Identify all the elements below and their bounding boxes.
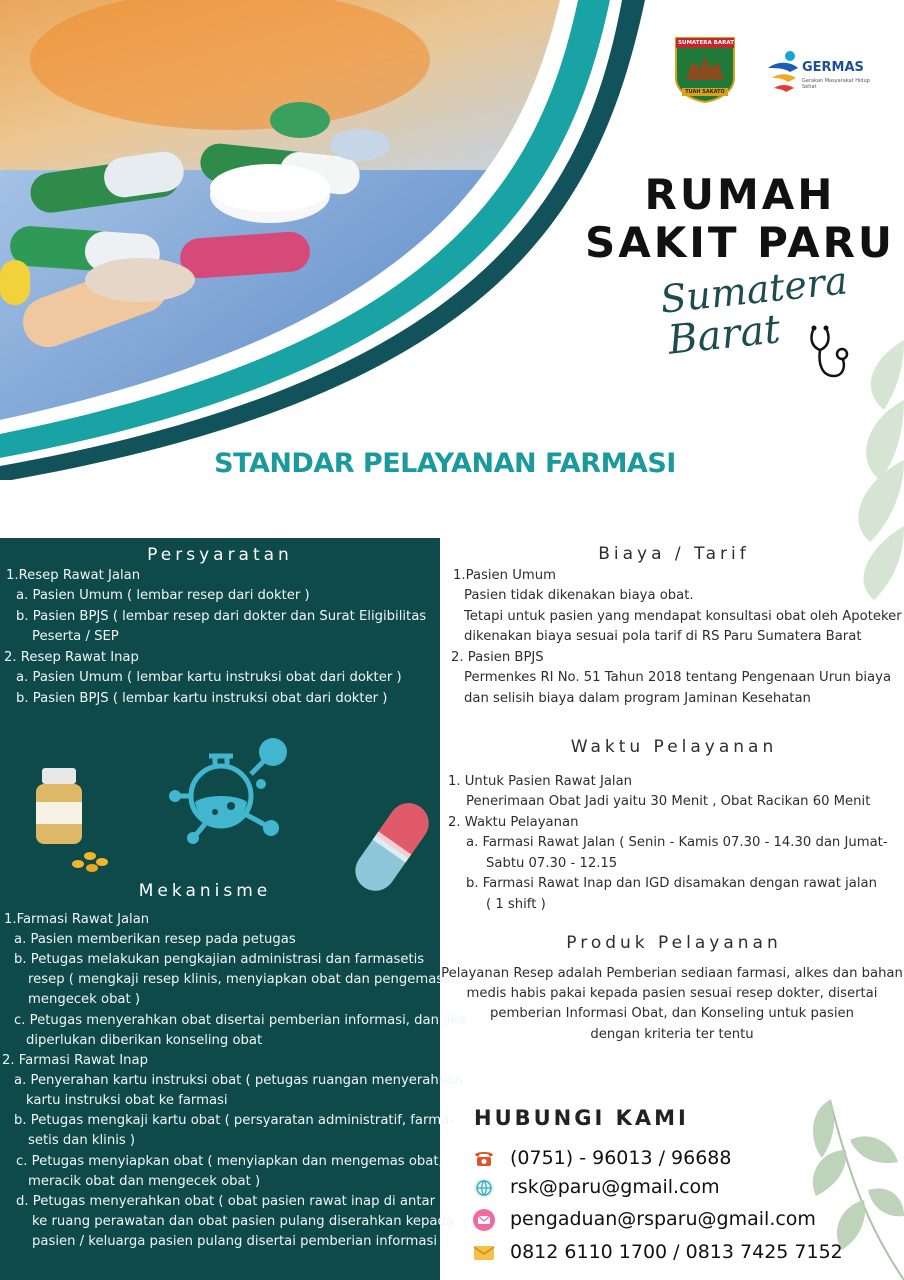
left-panel bbox=[0, 538, 466, 1280]
produk-line: dengan kriteria ter tentu bbox=[590, 1027, 754, 1042]
produk-line: medis habis pakai kepada pasien sesuai resep dokter, disertai bbox=[466, 986, 878, 1001]
waktu-line: b. Farmasi Rawat Inap dan IGD disamakan dengan rawat jalan bbox=[466, 876, 877, 891]
mail-icon bbox=[472, 1208, 496, 1232]
biaya-line: dikenakan biaya sesuai pola tarif di RS Paru Sumatera Barat bbox=[464, 629, 862, 644]
mekanisme-line: ke ruang perawatan dan obat pasien pulang diserahkan kepada bbox=[32, 1214, 454, 1229]
mekanisme-line: meracik obat dan mengecek obat ) bbox=[28, 1174, 261, 1189]
contact-phone[interactable]: (0751) - 96013 / 96688 bbox=[510, 1147, 732, 1169]
germas-figure-icon bbox=[764, 48, 804, 96]
mekanisme-line: pasien / keluarga pasien pulang disertai pemberian informasi bbox=[32, 1234, 438, 1249]
mekanisme-line: kartu instruksi obat ke farmasi bbox=[26, 1093, 228, 1108]
mekanisme-line: mengecek obat ) bbox=[28, 992, 141, 1007]
produk-heading: Produk Pelayanan bbox=[566, 933, 782, 953]
persyaratan-line: b. Pasien BPJS ( lembar resep dari dokter dan Surat Eligibilitas bbox=[16, 609, 427, 624]
contact-email-2[interactable]: pengaduan@rsparu@gmail.com bbox=[510, 1208, 816, 1230]
phone-icon bbox=[472, 1146, 496, 1170]
leaf-decoration-icon bbox=[800, 330, 904, 630]
medicine-bottle-icon bbox=[30, 764, 120, 874]
biaya-line: 1.Pasien Umum bbox=[453, 568, 556, 583]
persyaratan-line: a. Pasien Umum ( lembar kartu instruksi obat dari dokter ) bbox=[16, 670, 402, 685]
standard-title: STANDAR PELAYANAN FARMASI bbox=[214, 448, 676, 479]
produk-line: pemberian Informasi Obat, dan Konseling untuk pasien bbox=[490, 1006, 854, 1021]
hospital-title-line2: SAKIT PARU bbox=[584, 218, 896, 267]
mekanisme-line: diperlukan diberikan konseling obat bbox=[26, 1033, 263, 1048]
mekanisme-line: b. Petugas mengkaji kartu obat ( persyaratan administratif, farma- bbox=[14, 1113, 454, 1128]
biaya-heading: Biaya / Tarif bbox=[598, 544, 750, 564]
biaya-line: Permenkes RI No. 51 Tahun 2018 tentang Pengenaan Urun biaya bbox=[464, 670, 892, 685]
persyaratan-line: 1.Resep Rawat Jalan bbox=[6, 568, 141, 583]
sumbar-logo-bottom-text: TUAH SAKATO bbox=[685, 89, 725, 95]
mekanisme-line: a. Penyerahan kartu instruksi obat ( petugas ruangan menyerahkan bbox=[14, 1073, 463, 1088]
mekanisme-line: b. Petugas melakukan pengkajian administrasi dan farmasetis bbox=[14, 952, 425, 967]
persyaratan-line: b. Pasien BPJS ( lembar kartu instruksi obat dari dokter ) bbox=[16, 691, 388, 706]
germas-subtitle: Gerakan Masyarakat Hidup Sehat bbox=[802, 78, 870, 90]
hospital-title-line1: RUMAH bbox=[644, 170, 836, 219]
waktu-line: Penerimaan Obat Jadi yaitu 30 Menit , Obat Racikan 60 Menit bbox=[466, 794, 871, 809]
sumbar-logo bbox=[672, 34, 738, 104]
waktu-line: Sabtu 07.30 - 12.15 bbox=[486, 856, 618, 871]
flask-molecule-icon bbox=[165, 734, 295, 844]
waktu-line: 1. Untuk Pasien Rawat Jalan bbox=[448, 774, 633, 789]
mekanisme-line: c. Petugas menyerahkan obat disertai pemberian informasi, dan jika bbox=[14, 1013, 466, 1028]
waktu-line: 2. Waktu Pelayanan bbox=[448, 815, 579, 830]
waktu-line: ( 1 shift ) bbox=[486, 897, 546, 912]
mekanisme-line: c. Petugas menyiapkan obat ( menyiapkan dan mengemas obat, bbox=[16, 1154, 443, 1169]
persyaratan-line: a. Pasien Umum ( lembar resep dari dokter ) bbox=[16, 588, 310, 603]
biaya-line: dan selisih biaya dalam program Jaminan Kesehatan bbox=[464, 691, 811, 706]
script-barat: Barat bbox=[665, 306, 783, 364]
persyaratan-heading: Persyaratan bbox=[147, 545, 293, 565]
sumbar-logo-top-text: SUMATERA BARAT bbox=[678, 40, 734, 46]
produk-line: Pelayanan Resep adalah Pemberian sediaan farmasi, alkes dan bahan bbox=[441, 966, 903, 981]
script-sumatera: Sumatera bbox=[658, 258, 850, 322]
contact-mobile[interactable]: 0812 6110 1700 / 0813 7425 7152 bbox=[510, 1241, 843, 1263]
biaya-line: Pasien tidak dikenakan biaya obat. bbox=[464, 588, 694, 603]
germas-logo bbox=[764, 48, 874, 98]
waktu-heading: Waktu Pelayanan bbox=[570, 737, 778, 757]
globe-icon bbox=[472, 1176, 496, 1200]
mekanisme-line: 2. Farmasi Rawat Inap bbox=[2, 1053, 148, 1068]
contact-heading: HUBUNGI KAMI bbox=[474, 1106, 689, 1130]
mekanisme-line: d. Petugas menyerahkan obat ( obat pasien rawat inap di antar bbox=[16, 1194, 436, 1209]
waktu-line: a. Farmasi Rawat Jalan ( Senin - Kamis 07.30 - 14.30 dan Jumat- bbox=[466, 835, 888, 850]
mekanisme-heading: Mekanisme bbox=[138, 881, 272, 901]
persyaratan-line: Peserta / SEP bbox=[32, 629, 119, 644]
biaya-line: 2. Pasien BPJS bbox=[451, 650, 544, 665]
envelope-icon bbox=[472, 1240, 496, 1264]
mekanisme-line: 1.Farmasi Rawat Jalan bbox=[4, 912, 150, 927]
mekanisme-line: resep ( mengkaji resep klinis, menyiapkan obat dan pengemasan bbox=[28, 972, 460, 987]
mekanisme-line: setis dan klinis ) bbox=[28, 1133, 136, 1148]
persyaratan-line: 2. Resep Rawat Inap bbox=[4, 650, 139, 665]
germas-title: GERMAS bbox=[802, 60, 864, 75]
mekanisme-line: a. Pasien memberikan resep pada petugas bbox=[14, 932, 296, 947]
contact-email-1[interactable]: rsk@paru@gmail.com bbox=[510, 1176, 720, 1198]
biaya-line: Tetapi untuk pasien yang mendapat konsultasi obat oleh Apoteker bbox=[464, 609, 902, 624]
